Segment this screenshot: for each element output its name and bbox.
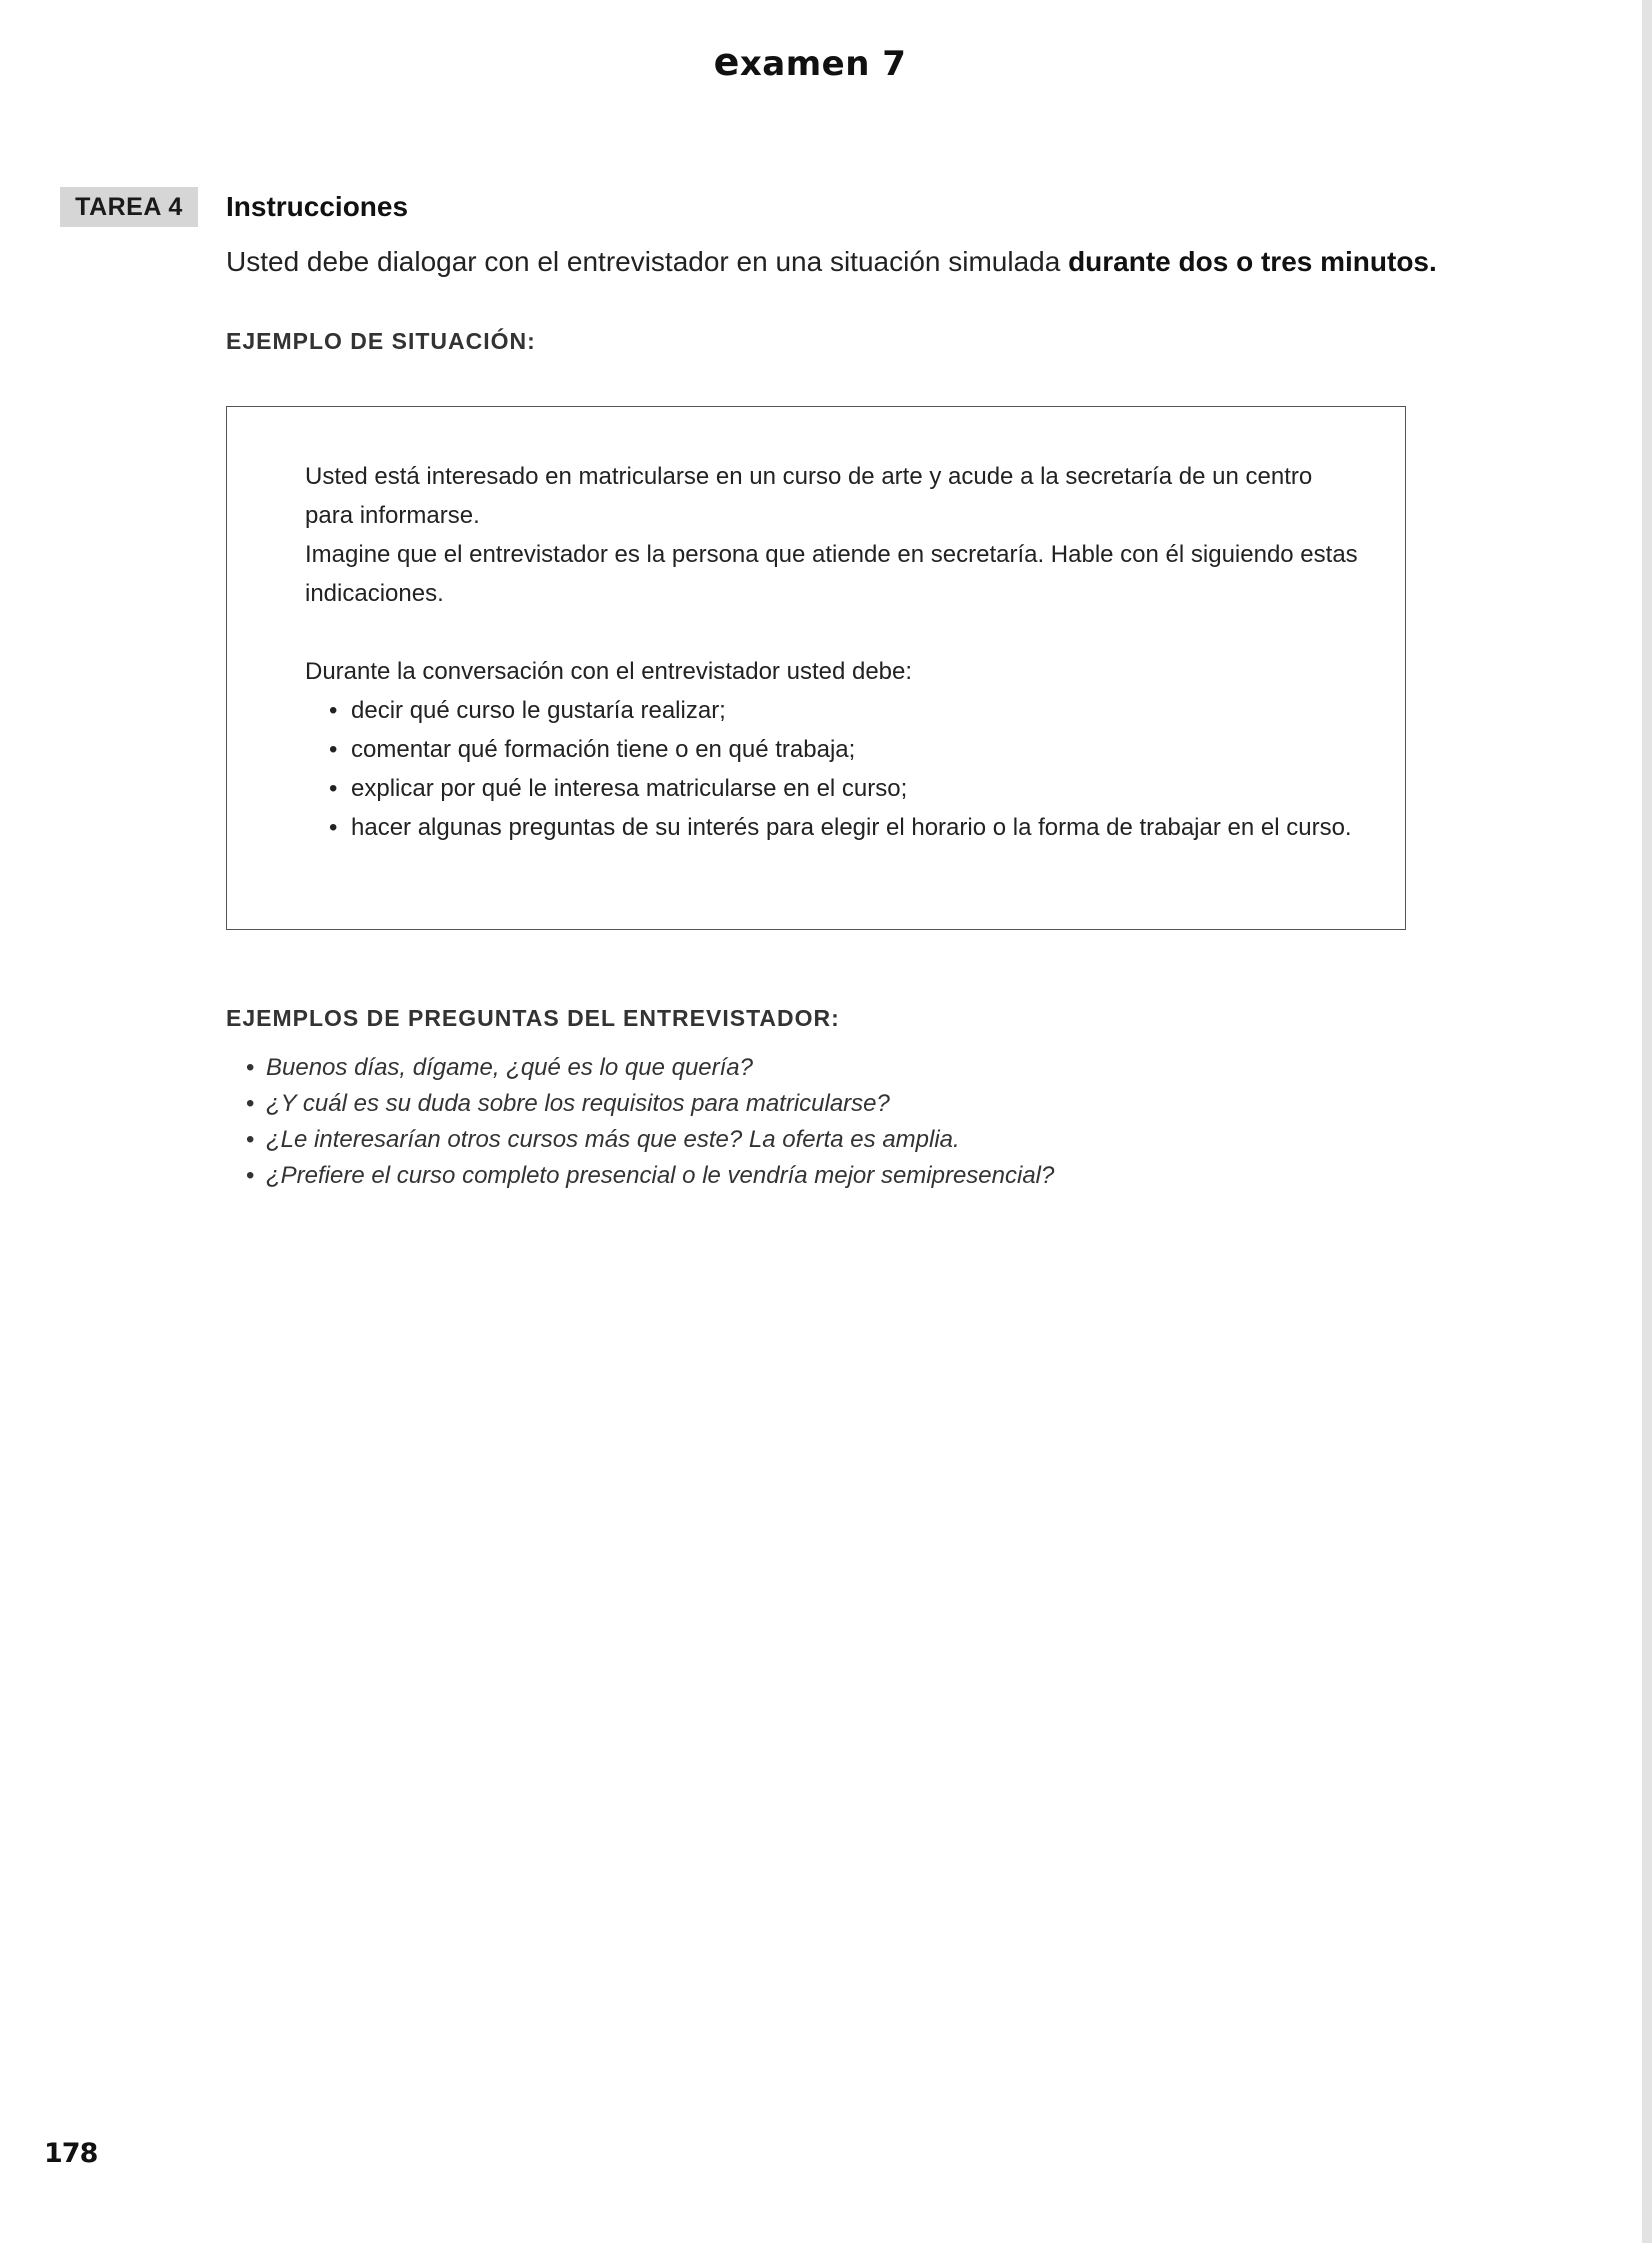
bullet-icon: • — [329, 775, 338, 802]
situation-label: EJEMPLO DE SITUACIÓN: — [226, 328, 536, 354]
questions-list — [246, 1050, 1054, 1194]
bullet-icon: • — [329, 736, 338, 763]
task-text: decir qué curso le gustaría realizar; — [351, 697, 726, 724]
bullet-icon: • — [329, 697, 338, 724]
task-item — [329, 730, 1365, 769]
instructions-text — [226, 244, 1437, 280]
bullet-icon: • — [329, 814, 338, 841]
bullet-icon: • — [246, 1054, 255, 1081]
situation-box — [226, 406, 1406, 930]
tarea-badge: TAREA 4 — [60, 187, 198, 227]
question-item — [246, 1158, 1054, 1194]
bullet-icon: • — [246, 1126, 255, 1153]
question-text: Buenos días, dígame, ¿qué es lo que quería? — [266, 1054, 753, 1081]
situation-content — [305, 457, 1365, 847]
task-item — [329, 691, 1365, 730]
page-title — [0, 40, 1620, 84]
page-title-rest: xamen 7 — [739, 44, 907, 84]
question-text: ¿Prefiere el curso completo presencial o le vendría mejor semipresencial? — [266, 1162, 1055, 1189]
task-text: comentar qué formación tiene o en qué trabaja; — [351, 736, 856, 763]
tasks-list — [305, 691, 1365, 847]
situation-paragraph-1: Usted está interesado en matricularse en un curso de arte y acude a la secretaría de un centro para informarse. — [305, 463, 1313, 529]
question-text: ¿Le interesarían otros cursos más que este? La oferta es amplia. — [266, 1126, 960, 1153]
page-title-initial: e — [713, 40, 740, 84]
task-item — [329, 769, 1365, 808]
situation-paragraph-2: Imagine que el entrevistador es la persona que atiende en secretaría. Hable con él siguiendo estas indicaciones. — [305, 541, 1358, 607]
instructions-heading: Instrucciones — [226, 191, 409, 222]
question-item — [246, 1086, 1054, 1122]
bullet-icon: • — [246, 1090, 255, 1117]
instructions-text-bold: durante dos o tres minutos. — [1068, 246, 1437, 277]
task-text: explicar por qué le interesa matricularse en el curso; — [351, 775, 908, 802]
tasks-intro: Durante la conversación con el entrevistador usted debe: — [305, 658, 913, 685]
question-item — [246, 1050, 1054, 1086]
questions-label: EJEMPLOS DE PREGUNTAS DEL ENTREVISTADOR: — [226, 1005, 840, 1031]
question-text: ¿Y cuál es su duda sobre los requisitos para matricularse? — [266, 1090, 890, 1117]
page-number: 178 — [44, 2138, 98, 2169]
instructions-text-regular: Usted debe dialogar con el entrevistador en una situación simulada — [226, 246, 1069, 277]
paragraph-gap — [305, 613, 1365, 652]
task-text: hacer algunas preguntas de su interés para elegir el horario o la forma de trabajar en el curso. — [351, 814, 1352, 841]
task-item — [329, 808, 1365, 847]
bullet-icon: • — [246, 1162, 255, 1189]
question-item — [246, 1122, 1054, 1158]
page-edge-strip — [1642, 0, 1652, 2243]
